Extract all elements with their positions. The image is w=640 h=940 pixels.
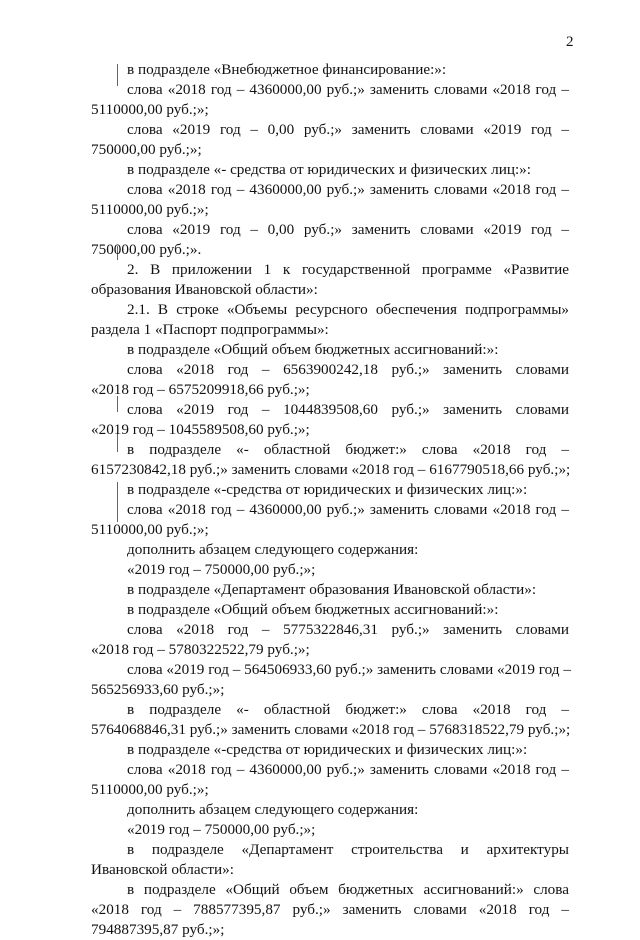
text-line: в подразделе «Внебюджетное финансирование:»: <box>127 61 447 78</box>
text-line: 2.1. В строке «Объемы ресурсного обеспечения подпрограммы» <box>127 301 569 318</box>
text-line: слова «2019 год – 564506933,60 руб.;» заменить словами «2019 год – <box>127 661 571 678</box>
text-line: слова «2019 год – 0,00 руб.;» заменить словами «2019 год – <box>127 221 569 238</box>
text-line: 5110000,00 руб.;»; <box>91 521 209 538</box>
text-line: «2019 год – 750000,00 руб.;»; <box>127 821 316 838</box>
page-number: 2 <box>566 34 574 50</box>
text-line: образования Ивановской области»: <box>91 281 318 298</box>
text-line: слова «2019 год – 0,00 руб.;» заменить словами «2019 год – <box>127 121 569 138</box>
text-line: 794887395,87 руб.;»; <box>91 921 225 938</box>
text-line: «2018 год – 5780322522,79 руб.;»; <box>91 641 310 658</box>
text-line: 5110000,00 руб.;»; <box>91 781 209 798</box>
text-line: «2019 год – 1045589508,60 руб.;»; <box>91 421 310 438</box>
text-line: в подразделе «- областной бюджет:» слова «2018 год – <box>127 441 569 458</box>
text-line: в подразделе «- областной бюджет:» слова «2018 год – <box>127 701 569 718</box>
text-line: в подразделе «Департамент строительства и архитектуры <box>127 841 569 858</box>
text-line: слова «2019 год – 1044839508,60 руб.;» заменить словами <box>127 401 569 418</box>
text-line: 5110000,00 руб.;»; <box>91 101 209 118</box>
document-body <box>91 60 569 940</box>
text-line: в подразделе «-средства от юридических и физических лиц:»: <box>127 481 528 498</box>
text-line: 2. В приложении 1 к государственной программе «Развитие <box>127 261 569 278</box>
text-line: в подразделе «-средства от юридических и физических лиц:»: <box>127 741 528 758</box>
text-line: «2019 год – 750000,00 руб.;»; <box>127 561 316 578</box>
text-line: раздела 1 «Паспорт подпрограммы»: <box>91 321 329 338</box>
text-line: в подразделе «Департамент образования Ивановской области»: <box>127 581 537 598</box>
text-line: в подразделе «- средства от юридических и физических лиц:»: <box>127 161 531 178</box>
text-line: слова «2018 год – 4360000,00 руб.;» заменить словами «2018 год – <box>127 181 569 198</box>
text-line: в подразделе «Общий объем бюджетных ассигнований:»: <box>127 341 499 358</box>
text-line: 5110000,00 руб.;»; <box>91 201 209 218</box>
text-line: 750000,00 руб.;»; <box>91 141 202 158</box>
text-line: «2018 год – 6575209918,66 руб.;»; <box>91 381 310 398</box>
text-line: 5764068846,31 руб.;» заменить словами «2018 год – 5768318522,79 руб.;»; <box>91 721 571 738</box>
text-line: 565256933,60 руб.;»; <box>91 681 225 698</box>
text-line: 6157230842,18 руб.;» заменить словами «2018 год – 6167790518,66 руб.;»; <box>91 461 571 478</box>
text-line: Ивановской области»: <box>91 861 234 878</box>
text-line: слова «2018 год – 4360000,00 руб.;» заменить словами «2018 год – <box>127 501 569 518</box>
text-line: дополнить абзацем следующего содержания: <box>127 541 419 558</box>
text-line: 750000,00 руб.;». <box>91 241 202 258</box>
text-line: в подразделе «Общий объем бюджетных ассигнований:»: <box>127 601 499 618</box>
text-line: в подразделе «Общий объем бюджетных ассигнований:» слова <box>127 881 569 898</box>
text-line: слова «2018 год – 6563900242,18 руб.;» заменить словами <box>127 361 569 378</box>
text-line: «2018 год – 788577395,87 руб.;» заменить словами «2018 год – <box>91 901 569 918</box>
text-line: дополнить абзацем следующего содержания: <box>127 801 419 818</box>
text-line: слова «2018 год – 4360000,00 руб.;» заменить словами «2018 год – <box>127 761 569 778</box>
text-line: слова «2018 год – 4360000,00 руб.;» заменить словами «2018 год – <box>127 81 569 98</box>
text-line: слова «2018 год – 5775322846,31 руб.;» заменить словами <box>127 621 569 638</box>
